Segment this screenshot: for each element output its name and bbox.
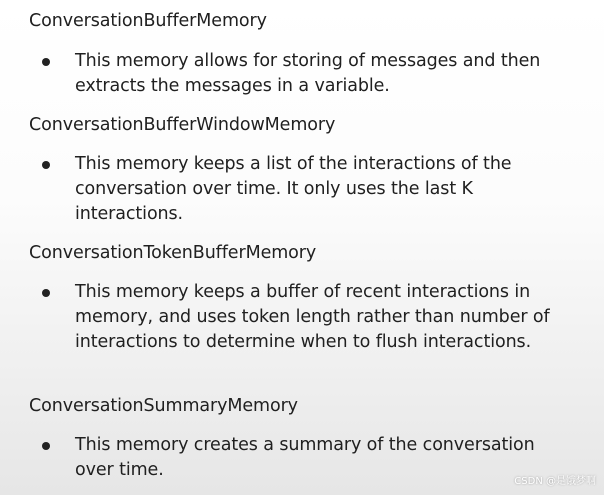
bullet-dot-icon — [42, 442, 50, 450]
bullet-text: This memory allows for storing of messages and then extracts the messages in a variable. — [75, 51, 541, 96]
watermark: CSDN @是饿梦啊 — [514, 476, 596, 487]
bullet-dot-icon — [42, 161, 50, 169]
bullet-text: This memory keeps a buffer of recent interactions in memory, and uses token length rather than number of interactions to determine when to flush interactions. — [75, 282, 550, 352]
bullet-dot-icon — [42, 58, 50, 66]
section-title-buffer-memory: ConversationBufferMemory — [29, 11, 267, 31]
section-title-buffer-window-memory: ConversationBufferWindowMemory — [29, 115, 336, 135]
section-title-summary-memory: ConversationSummaryMemory — [29, 396, 298, 416]
bullet-text: This memory creates a summary of the conversation over time. — [75, 435, 535, 480]
bullet-text: This memory keeps a list of the interactions of the conversation over time. It only uses the last K interactions. — [75, 154, 512, 224]
bullet-dot-icon — [42, 289, 50, 297]
section-title-token-buffer-memory: ConversationTokenBufferMemory — [29, 243, 317, 263]
